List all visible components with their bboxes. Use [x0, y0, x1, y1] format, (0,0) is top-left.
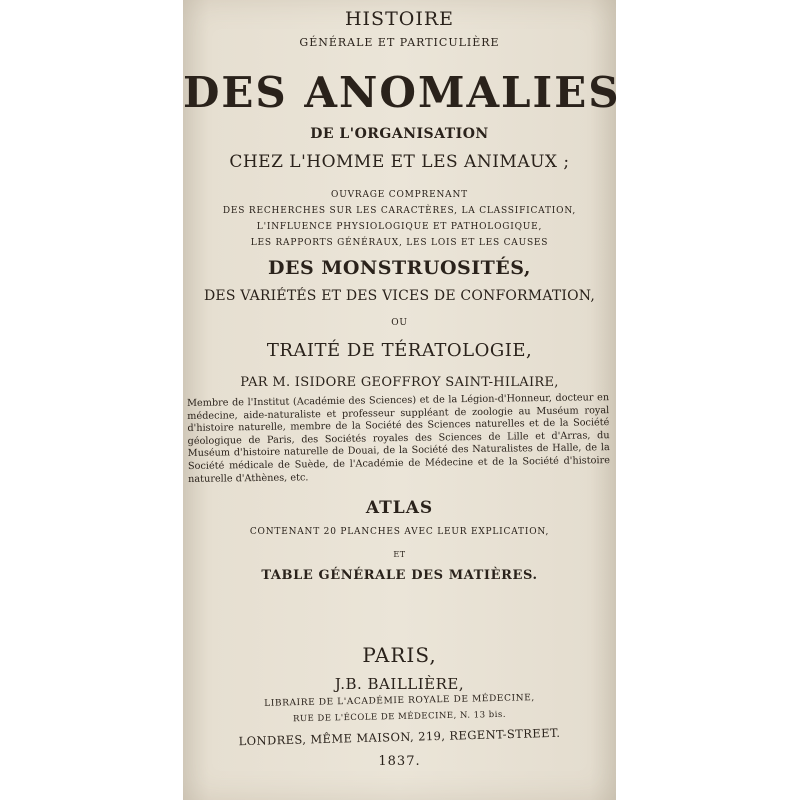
- ouvrage-line-4: LES RAPPORTS GÉNÉRAUX, LES LOIS ET LES CAUSES: [250, 238, 549, 248]
- imprint-year: 1837.: [378, 754, 421, 769]
- contenant-line: CONTENANT 20 PLANCHES AVEC LEUR EXPLICATION,: [249, 527, 550, 537]
- ouvrage-line-2: DES RECHERCHES SUR LES CARACTÈRES, LA CLASSIFICATION,: [222, 206, 577, 216]
- title-page: [183, 0, 621, 800]
- author-biography: Membre de l'Institut (Académie des Sciences) et de la Légion-d'Honneur, docteur en médecine, aide-naturaliste et professeur suppléant de zoologie au Muséum royal d'histoire naturelle, membre de la Société des Sciences naturelles et de la Société géologique de Paris, des Sociétés royales des Sciences de Lille et d'Arras, du Muséum d'histoire naturelle de Douai, de la Société des Naturalistes de Halle, de la Société médicale de Suède, de l'Académie de Médecine et de la Société d'histoire naturelle d'Athènes, etc.: [187, 392, 610, 485]
- ou-line: OU: [391, 318, 408, 328]
- ouvrage-line-1: OUVRAGE COMPRENANT: [331, 190, 468, 200]
- author-line: PAR M. ISIDORE GEOFFROY SAINT-HILAIRE,: [240, 375, 559, 390]
- subtitle-organisation: DE L'ORGANISATION: [310, 126, 489, 142]
- et-line: ET: [393, 550, 406, 559]
- heading-generale: GÉNÉRALE ET PARTICULIÈRE: [299, 36, 500, 49]
- varietes-line: DES VARIÉTÉS ET DES VICES DE CONFORMATION,: [203, 288, 596, 304]
- imprint-publisher: J.B. BAILLIÈRE,: [334, 675, 465, 693]
- imprint-address: RUE DE L'ÉCOLE DE MÉDECINE, N. 13 bis.: [292, 709, 507, 725]
- imprint-londres: LONDRES, MÊME MAISON, 219, REGENT-STREET.: [238, 725, 561, 749]
- heading-histoire: HISTOIRE: [344, 8, 455, 30]
- main-title: DES ANOMALIES: [183, 68, 621, 117]
- traite-line: TRAITÉ DE TÉRATOLOGIE,: [266, 340, 533, 361]
- subtitle-chez: CHEZ L'HOMME ET LES ANIMAUX ;: [229, 152, 570, 172]
- monstruosites-heading: DES MONSTRUOSITÉS,: [268, 257, 531, 279]
- ouvrage-line-3: L'INFLUENCE PHYSIOLOGIQUE ET PATHOLOGIQUE,: [256, 222, 543, 232]
- imprint-city: PARIS,: [362, 643, 437, 667]
- imprint-libraire: LIBRAIRE DE L'ACADÉMIE ROYALE DE MÉDECINE,: [264, 693, 535, 709]
- atlas-heading: ATLAS: [365, 498, 434, 518]
- table-heading: TABLE GÉNÉRALE DES MATIÈRES.: [261, 568, 538, 583]
